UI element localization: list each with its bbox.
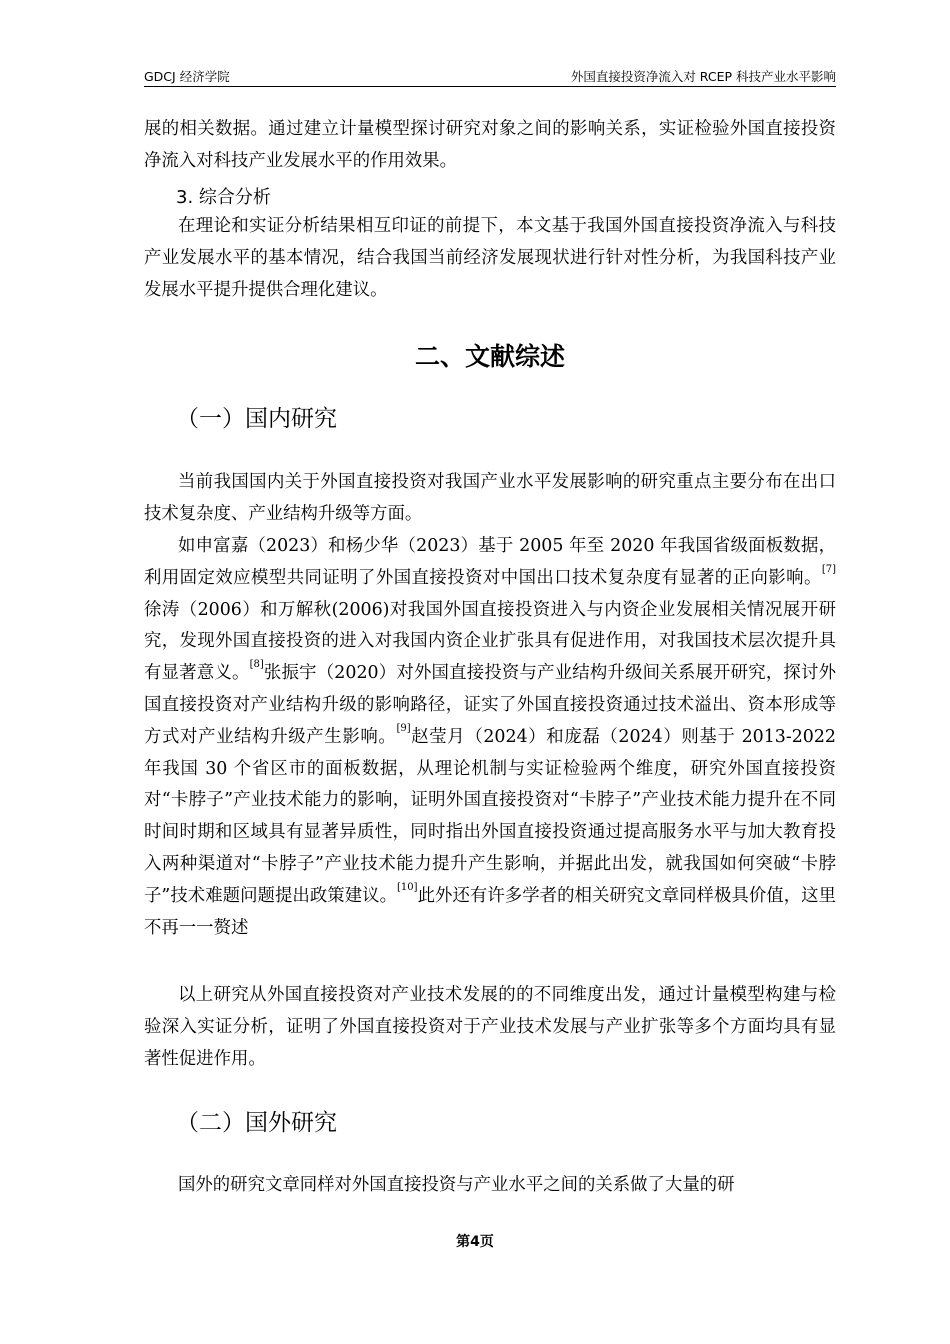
domestic-research-title: （一）国内研究 [176, 406, 337, 432]
domestic-p2-sentence-4: 赵莹月（2024）和庞磊（2024）则基于 2013-2022 年我国 30 个省区市的面板数据，从理论机制与实证检验两个维度，研究外国直接投资对“卡脖子”产业技术能力的影响，证明外国直接投资对“卡脖子”产业技术能力提升在不同时间时期和区域具有显著异质性，同时指出外国直接投资通过提高服务水平与加大教育投入两种渠道对“卡脖子”产业技术能力提升产生影响，并据此出发，就我国如何突破“卡脖子”技术难题问题提出政策建议。 [144, 726, 836, 906]
domestic-p2-sentence-3: 张振宇（2020）对外国直接投资与产业结构升级间关系展开研究，探讨外国直接投资对产业结构升级的影响路径，证实了外国直接投资通过技术溢出、资本形成等方式对产业结构升级产生影响。 [144, 663, 836, 747]
foreign-research-title: （二）国外研究 [176, 1110, 337, 1136]
domestic-paragraph-1: 当前我国国内关于外国直接投资对我国产业水平发展影响的研究重点主要分布在出口技术复杂度、产业结构升级等方面。 [144, 472, 836, 524]
citation-10: [10] [397, 881, 418, 893]
item3-paragraph: 在理论和实证分析结果相互印证的前提下，本文基于我国外国直接投资净流入与科技产业发展水平的基本情况，结合我国当前经济发展现状进行针对性分析，为我国科技产业发展水平提升提供合理化建议。 [144, 216, 836, 300]
item3-title [144, 186, 836, 210]
domestic-p2-sentence-1: 如申富嘉（2023）和杨少华（2023）基于 2005 年至 2020 年我国省级面板数据，利用固定效应模型共同证明了外国直接投资对中国出口技术复杂度有显著的正向影响。 [144, 536, 836, 588]
chapter-title: 二、文献综述 [414, 342, 565, 371]
item3-title-text: 3. 综合分析 [176, 187, 271, 208]
citation-7: [7] [821, 563, 836, 575]
domestic-p2-sentence-5: 此外还有许多学者的相关研究文章同样极具价值，这里不再一一赘述 [144, 885, 836, 938]
citation-8: [8] [249, 659, 264, 671]
domestic-p2-sentence-2: 徐涛（2006）和万解秋(2006)对我国外国直接投资进入与内资企业发展相关情况展开研究，发现外国直接投资的进入对我国内资企业扩张具有促进作用，对我国技术层次提升具有显著意义。 [144, 599, 836, 684]
page-number: 第4页 [456, 1234, 494, 1250]
citation-9: [9] [396, 722, 411, 734]
continued-paragraph: 展的相关数据。通过建立计量模型探讨研究对象之间的影响关系，实证检验外国直接投资净流入对科技产业发展水平的作用效果。 [144, 119, 836, 171]
domestic-paragraph-3: 以上研究从外国直接投资对产业技术发展的的不同维度出发，通过计量模型构建与检验深入实证分析，证明了外国直接投资对于产业技术发展与产业扩张等多个方面均具有显著性促进作用。 [144, 985, 836, 1069]
header-right-text: 外国直接投资净流入对 RCEP 科技产业水平影响 [570, 69, 836, 84]
header-left-text: GDCJ 经济学院 [144, 69, 230, 84]
domestic-paragraph-2 [144, 531, 836, 944]
running-header [144, 66, 836, 87]
foreign-paragraph-1: 国外的研究文章同样对外国直接投资与产业水平之间的关系做了大量的研 [178, 1175, 735, 1195]
